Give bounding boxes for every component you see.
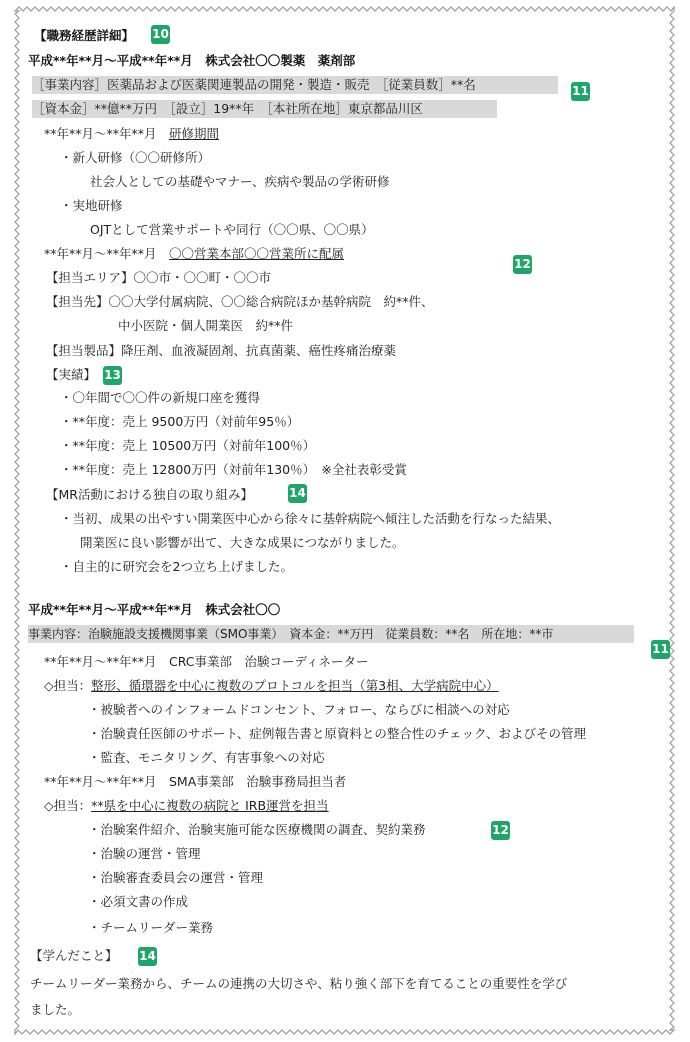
crc-duty-prefix: ◇担当： <box>44 678 92 693</box>
assignment-period-dates: **年**月～**年**月 <box>44 246 170 261</box>
mr-activity-1-line1: ・当初、成果の出やすい開業医中心から徐々に基幹病院へ傾注した活動を行なった結果、 <box>60 511 561 526</box>
badge-13: 13 <box>103 366 122 385</box>
badge-14-a: 14 <box>288 484 307 503</box>
assigned-clients-line1: 【担当先】〇〇大学付属病院、〇〇総合病院ほか基幹病院 約**件、 <box>46 294 434 309</box>
section-title: 【職務経歴詳細】 <box>34 28 135 43</box>
company1-info-row2: ［資本金］**億**万円 ［設立］19**年 ［本社所在地］東京都品川区 <box>32 100 497 118</box>
crc-duty-item-3: ・監査、モニタリング、有害事象への対応 <box>88 750 325 765</box>
training-period <box>44 125 219 143</box>
mr-activity-2: ・自主的に研究会を2つ立ち上げました。 <box>60 559 293 574</box>
sma-duty-item-4: ・必須文書の作成 <box>88 894 189 909</box>
result-item-4: ・**年度：売上 12800万円（対前年130％） ※全社表彰受賞 <box>60 462 407 477</box>
sma-duty-item-2: ・治験の運営・管理 <box>88 846 201 861</box>
crc-duty-item-2: ・治験責任医師のサポート、症例報告書と原資料との整合性のチェック、およびその管理 <box>88 726 587 741</box>
assignment-period-title: 〇〇営業本部〇〇営業所に配属 <box>169 246 345 261</box>
sma-duty-text: **県を中心に複数の病院と IRB運営を担当 <box>91 798 329 813</box>
assigned-area: 【担当エリア】〇〇市・〇〇町・〇〇市 <box>46 270 272 285</box>
assignment-period <box>44 245 344 263</box>
company1-header: 平成**年**月～平成**年**月 株式会社〇〇製薬 薬剤部 <box>28 53 356 68</box>
crc-period: **年**月～**年**月 CRC事業部 治験コーディネーター <box>44 654 369 669</box>
training-item-1: ・新人研修（〇〇研修所） <box>60 150 211 165</box>
badge-11-a: 11 <box>571 82 590 101</box>
result-item-3: ・**年度：売上 10500万円（対前年100％） <box>60 438 316 453</box>
crc-duty <box>44 677 499 695</box>
training-item-2-desc: OJTとして営業サポートや同行（〇〇県、〇〇県） <box>90 222 374 237</box>
crc-duty-item-1: ・被験者へのインフォームドコンセント、フォロー、ならびに相談への対応 <box>88 702 510 717</box>
assigned-clients-line2: 中小医院・個人開業医 約**件 <box>118 318 294 333</box>
sma-duty-item-5: ・チームリーダー業務 <box>88 920 214 935</box>
company2-info-row: 事業内容：治験施設支援機関事業（SMO事業） 資本金：**万円 従業員数：**名 所在地：**市 <box>28 625 634 643</box>
sma-duty <box>44 797 329 815</box>
mr-activity-1-line2: 開業医に良い影響が出て、大きな成果につながりました。 <box>80 535 405 550</box>
crc-duty-text: 整形、循環器を中心に複数のプロトコルを担当（第3相、大学病院中心） <box>91 678 499 693</box>
sma-duty-item-3: ・治験審査委員会の運営・管理 <box>88 870 264 885</box>
training-period-dates: **年**月～**年**月 <box>44 126 170 141</box>
result-item-1: ・〇年間で〇〇件の新規口座を獲得 <box>60 390 261 405</box>
mr-activities-label: 【MR活動における独自の取り組み】 <box>46 487 253 502</box>
sma-duty-prefix: ◇担当： <box>44 798 92 813</box>
company1-info-row1: ［事業内容］医薬品および医薬関連製品の開発・製造・販売 ［従業員数］**名 <box>32 76 558 94</box>
training-item-1-desc: 社会人としての基礎やマナー、疾病や製品の学術研修 <box>90 174 390 189</box>
badge-10: 10 <box>151 25 170 44</box>
sma-period: **年**月～**年**月 SMA事業部 治験事務局担当者 <box>44 774 347 789</box>
badge-11-b: 11 <box>651 640 670 659</box>
learned-text-line2: ました。 <box>30 1002 81 1017</box>
badge-14-b: 14 <box>138 947 157 966</box>
training-period-title: 研修期間 <box>169 126 220 141</box>
learned-text-line1: チームリーダー業務から、チームの連携の大切さや、粘り強く部下を育てることの重要性を学び <box>30 976 568 991</box>
learned-label: 【学んだこと】 <box>30 948 118 963</box>
result-item-2: ・**年度：売上 9500万円（対前年95％） <box>60 414 300 429</box>
sma-duty-item-1: ・治験案件紹介、治験実施可能な医療機関の調査、契約業務 <box>88 822 426 837</box>
badge-12-b: 12 <box>491 821 510 840</box>
assigned-products: 【担当製品】降圧剤、血液凝固剤、抗真菌薬、癌性疼痛治療薬 <box>46 343 397 358</box>
results-label: 【実績】 <box>46 367 97 382</box>
badge-12-a: 12 <box>513 255 532 274</box>
company2-header: 平成**年**月～平成**年**月 株式会社〇〇 <box>28 602 281 617</box>
training-item-2: ・実地研修 <box>60 198 123 213</box>
